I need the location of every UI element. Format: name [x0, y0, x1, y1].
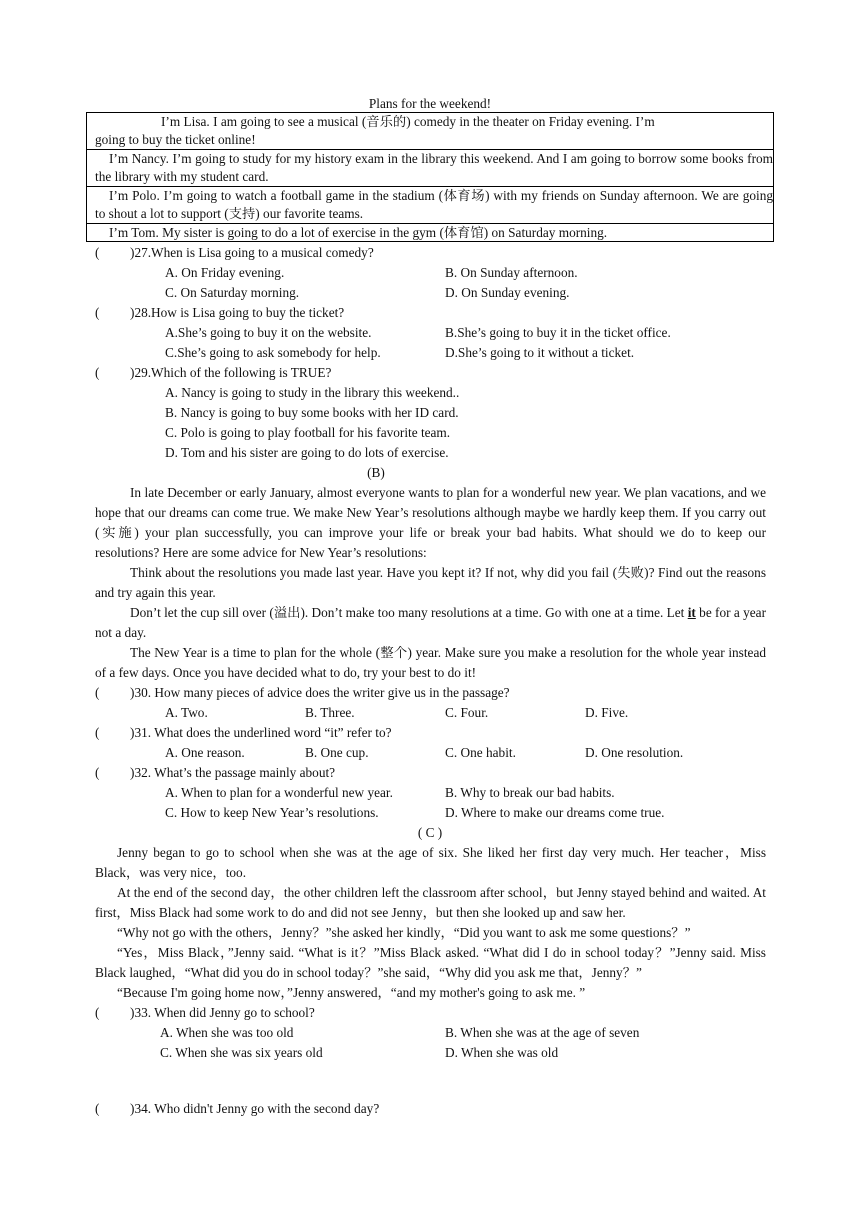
tom-text: I’m Tom. My sister is going to do a lot of exercise in the gym (体育馆) on Saturday morning.: [109, 225, 608, 240]
lisa-line-1: I’m Lisa. I am going to see a musical (音乐的) comedy in the theater on Friday evening. I’m: [161, 114, 655, 129]
q29-option-d: D. Tom and his sister are going to do lots of exercise.: [165, 445, 449, 460]
passage-b-paragraph-3: Don’t let the cup sill over (溢出). Don’t make too many resolutions at a time. Go with one at a time. Let it be for a year not a day.: [95, 605, 767, 640]
question-27-stem: 27.When is Lisa going to a musical comedy?: [134, 245, 374, 260]
q28-option-b: B.She’s going to buy it in the ticket office.: [445, 325, 671, 340]
question-27: ( )27.When is Lisa going to a musical comedy?: [95, 245, 374, 260]
polo-row: [86, 186, 774, 223]
passage-c-paragraph-3: “Why not go with the others，Jenny？”she asked her kindly，“Did you want to ask me some questions？”: [117, 925, 691, 940]
question-33-stem: 33. When did Jenny go to school?: [134, 1005, 315, 1020]
q28-option-c: C.She’s going to ask somebody for help.: [165, 345, 381, 360]
q32-option-c: C. How to keep New Year’s resolutions.: [165, 805, 379, 820]
lisa-row: [86, 112, 774, 149]
passage-c-heading: ( C ): [417, 825, 443, 840]
q30-option-c: C. Four.: [445, 705, 489, 720]
question-34: ( )34. Who didn't Jenny go with the second day?: [95, 1101, 380, 1116]
passage-c-paragraph-2: At the end of the second day，the other children left the classroom after school，but Jenny stayed behind and waited. At first，Miss Black had some work to do and did not see Jenny，but then she looked up and saw her.: [95, 885, 766, 920]
question-28-stem: 28.How is Lisa going to buy the ticket?: [134, 305, 345, 320]
question-31: ( )31. What does the underlined word “it” refer to?: [95, 725, 392, 740]
q29-option-c: C. Polo is going to play football for his favorite team.: [165, 425, 451, 440]
underlined-it: it: [687, 605, 696, 620]
q30-option-a: A. Two.: [165, 705, 208, 720]
q30-option-d: D. Five.: [585, 705, 629, 720]
passage-a-title: Plans for the weekend!: [368, 96, 492, 111]
nancy-row: [86, 149, 774, 186]
passage-b-paragraph-4: The New Year is a time to plan for the whole (整个) year. Make sure you make a resolution for the whole year instead of a few days. Once you have decided what to do, try your best to do it!: [95, 645, 766, 680]
question-32-stem: 32. What’s the passage mainly about?: [134, 765, 336, 780]
q27-option-d: D. On Sunday evening.: [445, 285, 570, 300]
question-28: ( )28.How is Lisa going to buy the ticket?: [95, 305, 345, 320]
q33-option-c: C. When she was six years old: [160, 1045, 323, 1060]
q29-option-a: A. Nancy is going to study in the library this weekend..: [165, 385, 460, 400]
lisa-line-2: going to buy the ticket online!: [95, 132, 256, 147]
passage-b-paragraph-2: Think about the resolutions you made last year. Have you kept it? If not, why did you fail (失败)? Find out the reasons and try again this year.: [95, 565, 766, 600]
q31-option-d: D. One resolution.: [585, 745, 684, 760]
passage-b-paragraph-1: In late December or early January, almost everyone wants to plan for a wonderful new year. We plan vacations, and we hope that our dreams can come true. We make New Year’s resolutions although maybe we hardly keep them. If you carry out (实施) your plan successfully, you can improve your life or break your bad habits. What should we do to keep our resolutions? Here are some advice for New Year’s resolutions:: [95, 485, 766, 560]
q33-option-b: B. When she was at the age of seven: [445, 1025, 640, 1040]
question-31-stem: 31. What does the underlined word “it” refer to?: [134, 725, 392, 740]
passage-c-paragraph-5: “Because I'm going home now，”Jenny answered，“and my mother's going to ask me. ”: [117, 985, 586, 1000]
passage-c-paragraph-1: Jenny began to go to school when she was at the age of six. She liked her first day very much. Her teacher，Miss Black，was very nice，too.: [95, 845, 766, 880]
q31-option-b: B. One cup.: [305, 745, 369, 760]
q28-option-d: D.She’s going to it without a ticket.: [445, 345, 635, 360]
q30-option-b: B. Three.: [305, 705, 355, 720]
passage-b-heading: (B): [367, 465, 385, 480]
q29-option-b: B. Nancy is going to buy some books with her ID card.: [165, 405, 459, 420]
q32-option-d: D. Where to make our dreams come true.: [445, 805, 665, 820]
q33-option-a: A. When she was too old: [160, 1025, 294, 1040]
q27-option-a: A. On Friday evening.: [165, 265, 285, 280]
polo-text: I’m Polo. I’m going to watch a football game in the stadium (体育场) with my friends on Sunday afternoon. We are going to shout a lot to support (支持) our favorite teams.: [95, 188, 773, 221]
question-29: ( )29.Which of the following is TRUE?: [95, 365, 332, 380]
q27-option-b: B. On Sunday afternoon.: [445, 265, 578, 280]
q31-option-a: A. One reason.: [165, 745, 245, 760]
passage-c-paragraph-4: “Yes，Miss Black，”Jenny said. “What is it？”Miss Black asked. “What did I do in school today？”Jenny said. Miss Black laughed，“What did you do in school today？”she said，“Why did you ask me that，Jenny？”: [95, 945, 766, 980]
question-29-stem: 29.Which of the following is TRUE?: [134, 365, 332, 380]
q27-option-c: C. On Saturday morning.: [165, 285, 300, 300]
q32-option-a: A. When to plan for a wonderful new year.: [165, 785, 393, 800]
tom-row: [86, 223, 774, 242]
question-30-stem: 30. How many pieces of advice does the writer give us in the passage?: [134, 685, 510, 700]
q31-option-c: C. One habit.: [445, 745, 516, 760]
nancy-text: I’m Nancy. I’m going to study for my history exam in the library this weekend. And I am going to borrow some books from the library with my student card.: [95, 151, 773, 184]
q33-option-d: D. When she was old: [445, 1045, 559, 1060]
q28-option-a: A.She’s going to buy it on the website.: [165, 325, 372, 340]
question-32: ( )32. What’s the passage mainly about?: [95, 765, 336, 780]
question-30: ( )30. How many pieces of advice does the writer give us in the passage?: [95, 685, 510, 700]
question-34-stem: 34. Who didn't Jenny go with the second day?: [134, 1101, 380, 1116]
q32-option-b: B. Why to break our bad habits.: [445, 785, 615, 800]
question-33: ( )33. When did Jenny go to school?: [95, 1005, 315, 1020]
